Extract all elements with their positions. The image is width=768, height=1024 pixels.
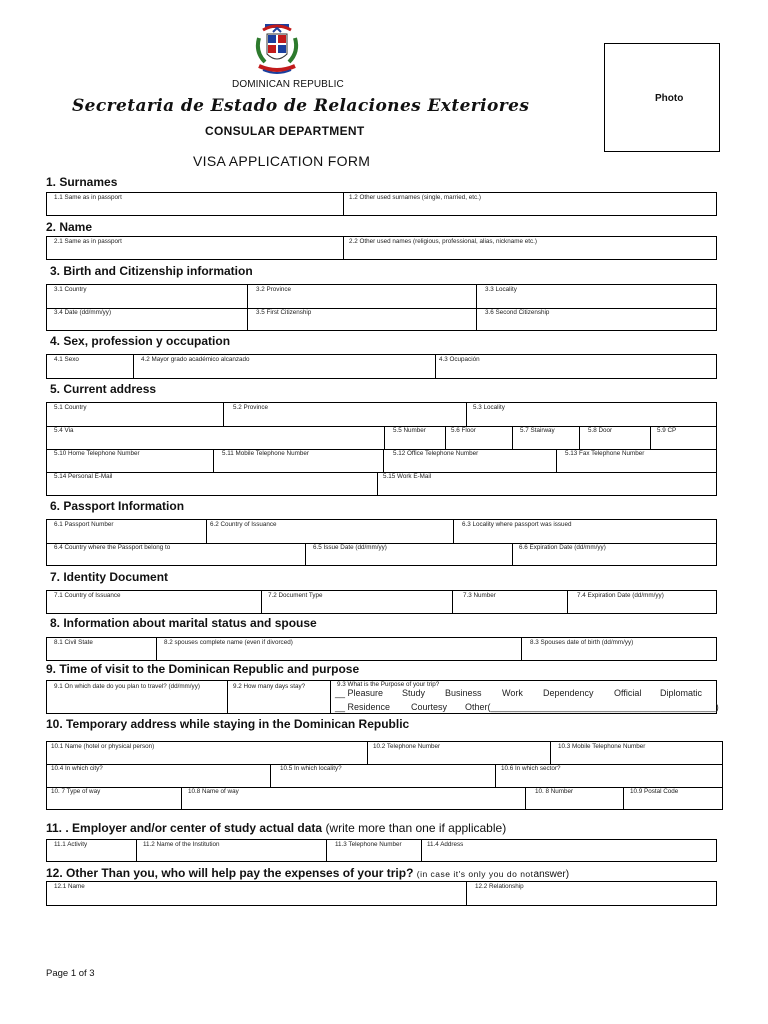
field-5-12[interactable]: 5.12 Office Telephone Number: [393, 450, 479, 457]
field-7-3[interactable]: 7.3 Number: [463, 592, 496, 599]
field-3-2[interactable]: 3.2 Province: [256, 286, 292, 293]
section-3-table: [46, 284, 717, 331]
field-1-1[interactable]: 1.1 Same as in passport: [54, 194, 122, 201]
field-10-10[interactable]: 10.9 Postal Code: [630, 788, 679, 795]
purpose-official[interactable]: Official: [614, 688, 642, 698]
field-11-1[interactable]: 11.1 Activity: [54, 841, 88, 848]
field-2-2[interactable]: 2.2 Other used names (religious, professional, alias, nickname etc.): [349, 238, 537, 245]
section-8-title: 8. Information about marital status and spouse: [50, 616, 317, 630]
field-5-11[interactable]: 5.11 Mobile Telephone Number: [222, 450, 309, 457]
field-3-1[interactable]: 3.1 Country: [54, 286, 87, 293]
field-7-2[interactable]: 7.2 Document Type: [268, 592, 323, 599]
field-1-2[interactable]: 1.2 Other used surnames (single, married, etc.): [349, 194, 481, 201]
purpose-other[interactable]: Other(_____________________________________________): [465, 702, 719, 712]
purpose-work[interactable]: Work: [502, 688, 523, 698]
field-12-2[interactable]: 12.2 Relationship: [475, 883, 524, 890]
purpose-business[interactable]: Business: [445, 688, 482, 698]
purpose-residence[interactable]: __ Residence: [335, 702, 391, 712]
section-9-table: [46, 680, 717, 714]
field-5-1[interactable]: 5.1 Country: [54, 404, 87, 411]
section-5-table: [46, 402, 717, 496]
section-12-table: [46, 881, 717, 906]
field-2-1[interactable]: 2.1 Same as in passport: [54, 238, 122, 245]
field-11-2[interactable]: 11.2 Name of the Institution: [143, 841, 220, 848]
field-8-2[interactable]: 8.2 spouses complete name (even if divorced): [164, 639, 293, 646]
field-6-2[interactable]: 6.2 Country of Issuance: [210, 521, 277, 528]
field-10-6[interactable]: 10.6 In which sector?: [501, 765, 561, 772]
field-3-3[interactable]: 3.3 Locality: [485, 286, 517, 293]
field-5-7[interactable]: 5.7 Stairway: [520, 427, 555, 434]
section-3-title: 3. Birth and Citizenship information: [50, 264, 253, 278]
purpose-study[interactable]: Study: [402, 688, 426, 698]
section-4-table: [46, 354, 717, 379]
field-10-1[interactable]: 10.1 Name (hotel or physical person): [51, 743, 155, 750]
field-5-2[interactable]: 5.2 Province: [233, 404, 269, 411]
field-6-3[interactable]: 6.3 Locality where passport was issued: [462, 521, 572, 528]
field-10-7[interactable]: 10. 7 Type of way: [51, 788, 101, 795]
form-title: VISA APPLICATION FORM: [193, 153, 371, 169]
field-5-10[interactable]: 5.10 Home Telephone Number: [54, 450, 140, 457]
section-1-table: [46, 192, 717, 216]
field-4-2[interactable]: 4.2 Mayor grado académico alcanzado: [141, 356, 250, 363]
section-4-title: 4. Sex, profession y occupation: [50, 334, 231, 348]
section-12-title-text: 12. Other Than you, who will help pay the expenses of your trip?: [46, 866, 414, 880]
section-8-table: [46, 637, 717, 661]
field-6-6[interactable]: 6.6 Expiration Date (dd/mm/yy): [519, 544, 606, 551]
section-2-title: 2. Name: [46, 220, 93, 234]
page-number: Page 1 of 3: [46, 968, 95, 979]
field-8-1[interactable]: 8.1 Civil State: [54, 639, 93, 646]
section-12-title: [46, 866, 569, 880]
field-4-3[interactable]: 4.3 Ocupación: [439, 356, 480, 363]
field-5-14[interactable]: 5.14 Personal E-Mail: [54, 473, 113, 480]
purpose-dependency[interactable]: Dependency: [543, 688, 594, 698]
field-9-3[interactable]: 9.3 What is the Purpose of your trip?: [337, 681, 440, 688]
field-3-6[interactable]: 3.6 Second Citizenship: [485, 309, 550, 316]
field-10-5[interactable]: 10.5 In which locality?: [280, 765, 342, 772]
field-8-3[interactable]: 8.3 Spouses date of birth (dd/mm/yy): [530, 639, 634, 646]
field-6-1[interactable]: 6.1 Passport Number: [54, 521, 114, 528]
field-5-6[interactable]: 5.6 Floor: [451, 427, 476, 434]
section-6-table: [46, 519, 717, 566]
section-11-title: [46, 821, 506, 835]
field-9-2[interactable]: 9.2 How many days stay?: [233, 683, 306, 690]
field-10-8[interactable]: 10.8 Name of way: [188, 788, 239, 795]
field-6-5[interactable]: 6.5 Issue Date (dd/mm/yy): [313, 544, 387, 551]
field-12-1[interactable]: 12.1 Name: [54, 883, 85, 890]
field-10-2[interactable]: 10.2 Telephone Number: [373, 743, 441, 750]
purpose-courtesy[interactable]: Courtesy: [411, 702, 448, 712]
field-10-3[interactable]: 10.3 Mobile Telephone Number: [558, 743, 646, 750]
section-2-table: [46, 236, 717, 260]
section-6-title: 6. Passport Information: [50, 499, 185, 513]
section-10-table: [46, 741, 723, 810]
department-title: CONSULAR DEPARTMENT: [205, 124, 365, 138]
field-3-5[interactable]: 3.5 First Citizenship: [256, 309, 312, 316]
field-5-4[interactable]: 5.4 Via: [54, 427, 74, 434]
field-4-1[interactable]: 4.1 Sexo: [54, 356, 79, 363]
purpose-diplomatic[interactable]: Diplomatic: [660, 688, 703, 698]
section-1-title: 1. Surnames: [46, 175, 118, 189]
field-10-4[interactable]: 10.4 In which city?: [51, 765, 103, 772]
section-12-note: (in case it's only you do not: [416, 869, 534, 879]
field-5-15[interactable]: 5.15 Work E-Mail: [383, 473, 432, 480]
section-7-title: 7. Identity Document: [50, 570, 169, 584]
field-6-4[interactable]: 6.4 Country where the Passport belong to: [54, 544, 171, 551]
field-5-8[interactable]: 5.8 Door: [588, 427, 613, 434]
field-5-5[interactable]: 5.5 Number: [393, 427, 426, 434]
field-7-1[interactable]: 7.1 Country of Issuance: [54, 592, 121, 599]
section-12-note-end: answer): [533, 869, 570, 880]
field-5-13[interactable]: 5.13 Fax Telephone Number: [565, 450, 645, 457]
section-7-table: [46, 590, 717, 614]
field-9-1[interactable]: 9.1 On which date do you plan to travel? (dd/mm/yy): [54, 683, 200, 690]
field-7-4[interactable]: 7.4 Expiration Date (dd/mm/yy): [577, 592, 664, 599]
section-5-title: 5. Current address: [50, 382, 157, 396]
section-11-table: [46, 839, 717, 862]
field-5-3[interactable]: 5.3 Locality: [473, 404, 505, 411]
field-11-4[interactable]: 11.4 Address: [427, 841, 464, 848]
photo-box[interactable]: [604, 43, 720, 152]
section-9-title: 9. Time of visit to the Dominican Republic and purpose: [46, 662, 360, 676]
section-10-title: 10. Temporary address while staying in the Dominican Republic: [46, 717, 410, 731]
section-11-note: (write more than one if applicable): [325, 821, 507, 835]
section-11-title-text: 11. . Employer and/or center of study actual data: [46, 821, 323, 835]
field-5-9[interactable]: 5.9 CP: [657, 427, 677, 434]
purpose-pleasure[interactable]: __ Pleasure: [335, 688, 384, 698]
field-3-4[interactable]: 3.4 Date (dd/mm/yy): [54, 309, 112, 316]
photo-label: Photo: [655, 93, 684, 104]
field-11-3[interactable]: 11.3 Telephone Number: [335, 841, 402, 848]
country-heading: DOMINICAN REPUBLIC: [232, 79, 344, 90]
coat-of-arms-emblem: [251, 22, 303, 78]
ministry-title: Secretaria de Estado de Relaciones Exteriores: [72, 96, 530, 116]
field-10-9[interactable]: 10. 8 Number: [535, 788, 574, 795]
